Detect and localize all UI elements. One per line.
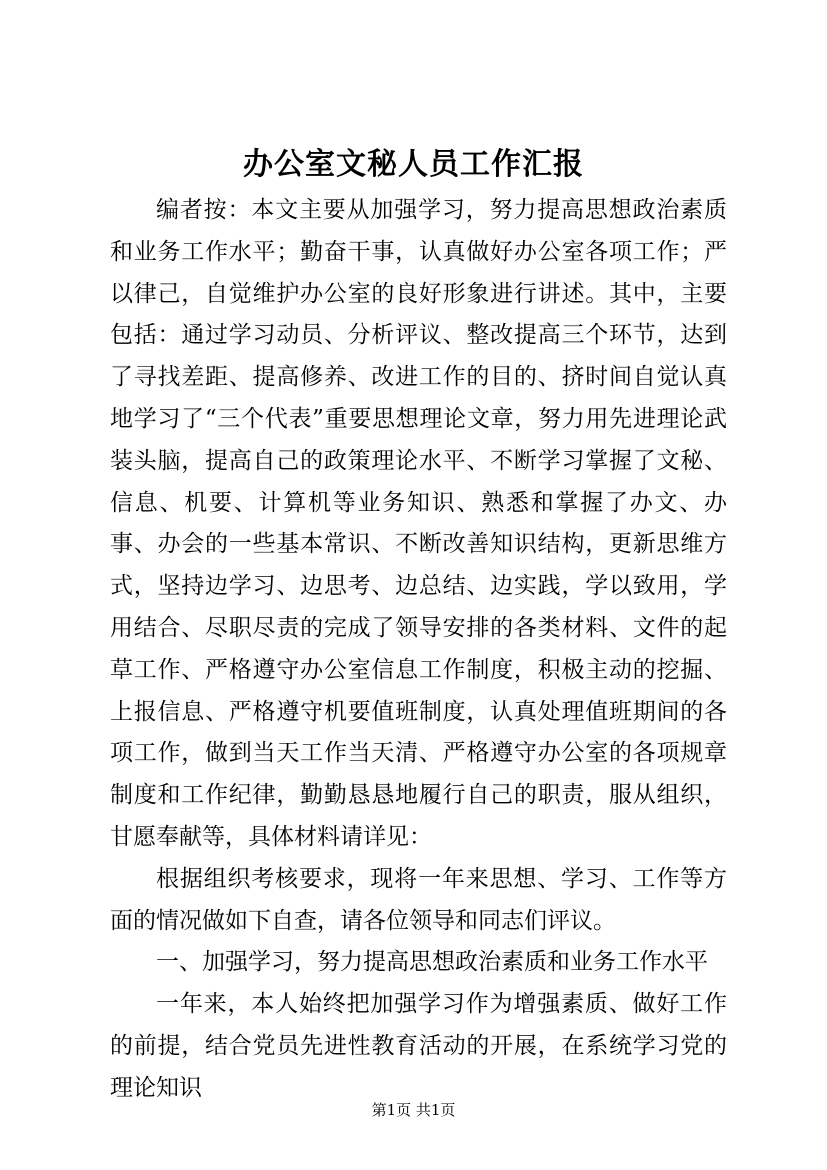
page-title: 办公室文秘人员工作汇报 — [243, 147, 584, 182]
page-footer: 第1页 共1页 — [371, 1101, 456, 1119]
paragraph-intro: 根据组织考核要求，现将一年来思想、学习、工作等方面的情况做如下自查，请各位领导和同志们评议。 — [110, 865, 727, 934]
document-body — [110, 190, 727, 1110]
section-heading: 一、加强学习，努力提高思想政治素质和业务工作水平 — [156, 949, 708, 976]
paragraph-section-one: 一年来，本人始终把加强学习作为增强素质、做好工作的前提，结合党员先进性教育活动的开展，在系统学习党的理论知识 — [110, 991, 727, 1101]
paragraph-editor-note: 编者按：本文主要从加强学习，努力提高思想政治素质和业务工作水平；勤奋干事，认真做好办公室各项工作；严以律己，自觉维护办公室的良好形象进行讲述。其中，主要包括：通过学习动员、分析评议、整改提高三个环节，达到了寻找差距、提高修养、改进工作的目的、挤时间自觉认真地学习了“三个代表”重要思想理论文章，努力用先进理论武装头脑，提高自己的政策理论水平、不断学习掌握了文秘、信息、机要、计算机等业务知识、熟悉和掌握了办文、办事、办会的一些基本常识、不断改善知识结构，更新思维方式，坚持边学习、边思考、边总结、边实践，学以致用，学用结合、尽职尽责的完成了领导安排的各类材料、文件的起草工作、严格遵守办公室信息工作制度，积极主动的挖掘、上报信息、严格遵守机要值班制度，认真处理值班期间的各项工作，做到当天工作当天清、严格遵守办公室的各项规章制度和工作纪律，勤勤恳恳地履行自己的职责，服从组织，甘愿奉献等，具体材料请详见： — [110, 197, 727, 850]
